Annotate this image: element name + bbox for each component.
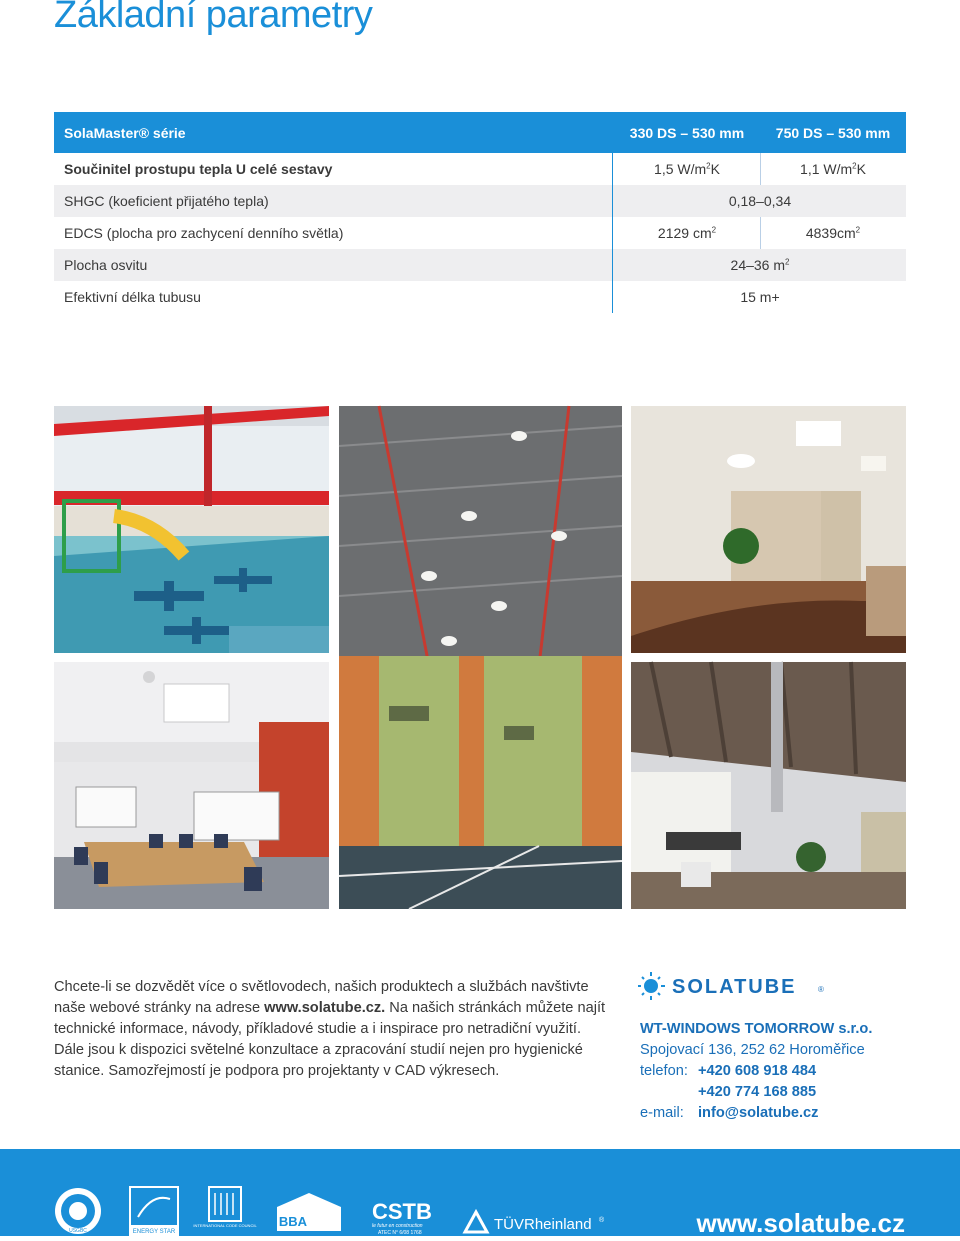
address: Spojovací 136, 252 62 Horoměřice <box>640 1042 865 1058</box>
svg-text:®: ® <box>599 1217 605 1224</box>
svg-text:SOLATUBE: SOLATUBE <box>672 976 797 998</box>
company-name: WT-WINDOWS TOMORROW s.r.o. <box>640 1021 873 1037</box>
table-row <box>54 249 906 281</box>
row-label: Součinitel prostupu tepla U celé sestavy <box>64 161 333 177</box>
solatube-logo <box>638 970 828 1002</box>
row-value: 24–36 $m^2$ <box>730 257 790 273</box>
svg-text:ENERGY STAR: ENERGY STAR <box>132 1229 176 1235</box>
table-divider <box>612 153 613 313</box>
photo-office <box>631 662 906 909</box>
header-series-label: SolaMaster® série <box>64 124 186 141</box>
table-row <box>54 281 906 313</box>
svg-text:INTERNATIONAL CODE COUNCIL: INTERNATIONAL CODE COUNCIL <box>193 1223 257 1228</box>
photo-lobby <box>631 406 906 653</box>
phone-2[interactable]: +420 774 168 885 <box>698 1084 817 1100</box>
table-row <box>54 153 906 185</box>
footer-website-link[interactable]: www.solatube.cz <box>696 1208 905 1238</box>
cstb-badge-icon <box>372 1199 434 1235</box>
row-value: 1,1 $W/m^2K$ <box>800 161 866 177</box>
table-header-row <box>54 112 906 153</box>
svg-text:CSTB: CSTB <box>372 1199 432 1224</box>
row-label: SHGC (koeficient přijatého tepla) <box>64 193 269 209</box>
svg-text:TÜVRheinland: TÜVRheinland <box>494 1216 592 1233</box>
usgbc-badge-icon <box>54 1187 102 1235</box>
photo-pool <box>54 406 329 653</box>
svg-text:ATEC N° 6/08 1768: ATEC N° 6/08 1768 <box>378 1230 422 1236</box>
row-label: Plocha osvitu <box>64 257 148 273</box>
info-paragraph: Chcete-li se dozvědět více o světlovodech, našich produktech a službách navštivte naše webové stránky na adrese www.solatube.cz. Na našich stránkách můžete najít technické informace, návody, příkladové studie a i inspirace pro netradiční využití. Dále jsou k dispozici světelné konzultace a zpracování studií nejen pro hygienické stanice. Samozřejmostí je podpora pro projektanty v CAD výkresech. <box>54 979 606 1079</box>
table-divider <box>760 217 761 249</box>
energy-star-badge-icon <box>130 1187 178 1235</box>
icc-badge-icon <box>193 1187 257 1235</box>
svg-text:USGBC: USGBC <box>69 1228 87 1234</box>
row-value: 0,18–0,34 <box>728 193 792 209</box>
row-value: 15 m+ <box>740 289 780 305</box>
header-col-330: 330 DS – 530 mm <box>629 124 745 141</box>
email-label: e-mail: <box>640 1105 684 1121</box>
contact-block <box>640 1019 872 1124</box>
email-link[interactable]: info@solatube.cz <box>698 1105 819 1121</box>
phone-1[interactable]: +420 608 918 484 <box>698 1063 817 1079</box>
svg-text:BBA: BBA <box>278 1214 308 1229</box>
svg-text:®: ® <box>818 985 824 994</box>
table-row <box>54 185 906 217</box>
header-col-750: 750 DS – 530 mm <box>775 124 891 141</box>
svg-text:le futur en construction: le futur en construction <box>372 1223 423 1229</box>
bba-badge-icon <box>275 1193 343 1235</box>
row-value: $4839cm^2$ <box>805 225 861 241</box>
table-row <box>54 217 906 249</box>
row-label: EDCS (plocha pro zachycení denního světla) <box>64 225 344 241</box>
spec-table <box>54 112 906 313</box>
tuv-badge-icon <box>462 1208 610 1236</box>
sun-icon <box>638 972 665 1000</box>
page-title: Základní parametry <box>54 0 373 36</box>
row-label: Efektivní délka tubusu <box>64 289 201 305</box>
website-link[interactable]: www.solatube.cz. <box>264 1000 386 1016</box>
photo-gym <box>339 406 622 909</box>
phone-label: telefon: <box>640 1063 688 1079</box>
row-value: 1,5 $W/m^2K$ <box>654 161 720 177</box>
table-divider <box>760 153 761 185</box>
photo-conference <box>54 662 329 909</box>
row-value: 2129 $cm^2$ <box>657 225 717 241</box>
